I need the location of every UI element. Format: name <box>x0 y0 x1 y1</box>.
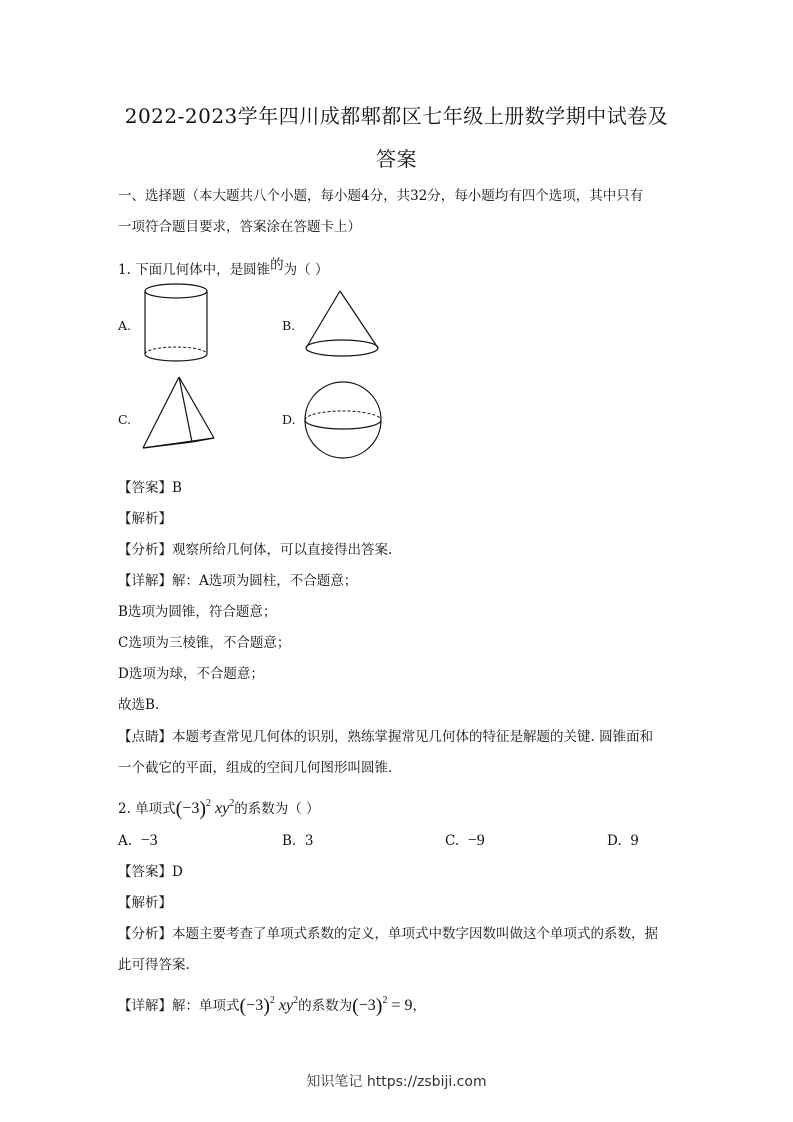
pyramid-icon <box>140 374 218 460</box>
q1-detail-1: 【详解】解：A选项为圆柱，不合题意； <box>118 573 358 589</box>
q1-answer: 【答案】B <box>118 480 182 496</box>
q1-detail-5: 故选B. <box>118 697 160 713</box>
q1-detail-4: D选项为球，不合题意； <box>118 666 264 682</box>
q2-fenxi-line2: 此可得答案. <box>118 957 190 973</box>
q1-dianjing-line1: 【点睛】本题考查常见几何体的识别，熟练掌握常见几何体的特征是解题的关键. 圆锥面和 <box>118 729 654 745</box>
section-instructions-line2: 一项符合题目要求，答案涂在答题卡上） <box>118 219 361 235</box>
q1-stem: 1. 下面几何体中，是圆锥的为（ ） <box>118 257 329 278</box>
q2-detail-result: $(-3)^2 = 9$ <box>352 995 413 1017</box>
q1-fenxi: 【分析】观察所给几何体，可以直接得出答案. <box>118 542 393 558</box>
q1-option-a-label: A. <box>118 318 132 333</box>
page-title-line1: 2022-2023学年四川成都郫都区七年级上册数学期中试卷及 <box>124 104 669 128</box>
q1-option-d-label: D. <box>282 412 296 427</box>
q1-analysis-heading: 【解析】 <box>118 511 172 527</box>
q1-detail-3: C选项为三棱锥，不合题意； <box>118 635 291 651</box>
footer-watermark: 知识笔记 https://zsbiji.com <box>306 1074 487 1090</box>
q1-dianjing-line2: 一个截它的平面，组成的空间几何图形叫圆锥. <box>118 760 393 776</box>
q2-option-a: A. −3 <box>118 832 158 849</box>
q2-option-b: B. 3 <box>282 833 314 849</box>
q2-option-d: D. 9 <box>607 833 639 849</box>
page-title-line2: 答案 <box>376 147 417 171</box>
q2-detail: 【详解】解：单项式$(-3)^2$ $xy^2$的系数为$(-3)^2 = 9$， <box>118 995 426 1017</box>
cone-icon <box>302 288 384 362</box>
sphere-icon <box>302 380 384 460</box>
q2-analysis-heading: 【解析】 <box>118 895 172 911</box>
cylinder-icon <box>140 282 212 366</box>
q2-detail-monomial: $(-3)^2$ $xy^2$ <box>239 995 299 1017</box>
q2-option-c: C. −9 <box>445 832 485 849</box>
q2-fenxi-line1: 【分析】本题主要考查了单项式系数的定义，单项式中数字因数叫做这个单项式的系数，据 <box>118 926 658 942</box>
q2-stem: 2. 单项式$(-3)^2$ $xy^2$的系数为（ ） <box>118 798 320 820</box>
q1-option-b-label: B. <box>282 318 296 333</box>
q1-option-c-label: C. <box>118 412 132 427</box>
q2-monomial: $(-3)^2$ $xy^2$ <box>175 798 235 820</box>
section-instructions-line1: 一、选择题（本大题共八个小题，每小题4分，共32分，每小题均有四个选项，其中只有 <box>118 188 644 204</box>
q1-detail-2: B选项为圆锥，符合题意； <box>118 604 277 620</box>
q2-answer: 【答案】D <box>118 864 183 880</box>
